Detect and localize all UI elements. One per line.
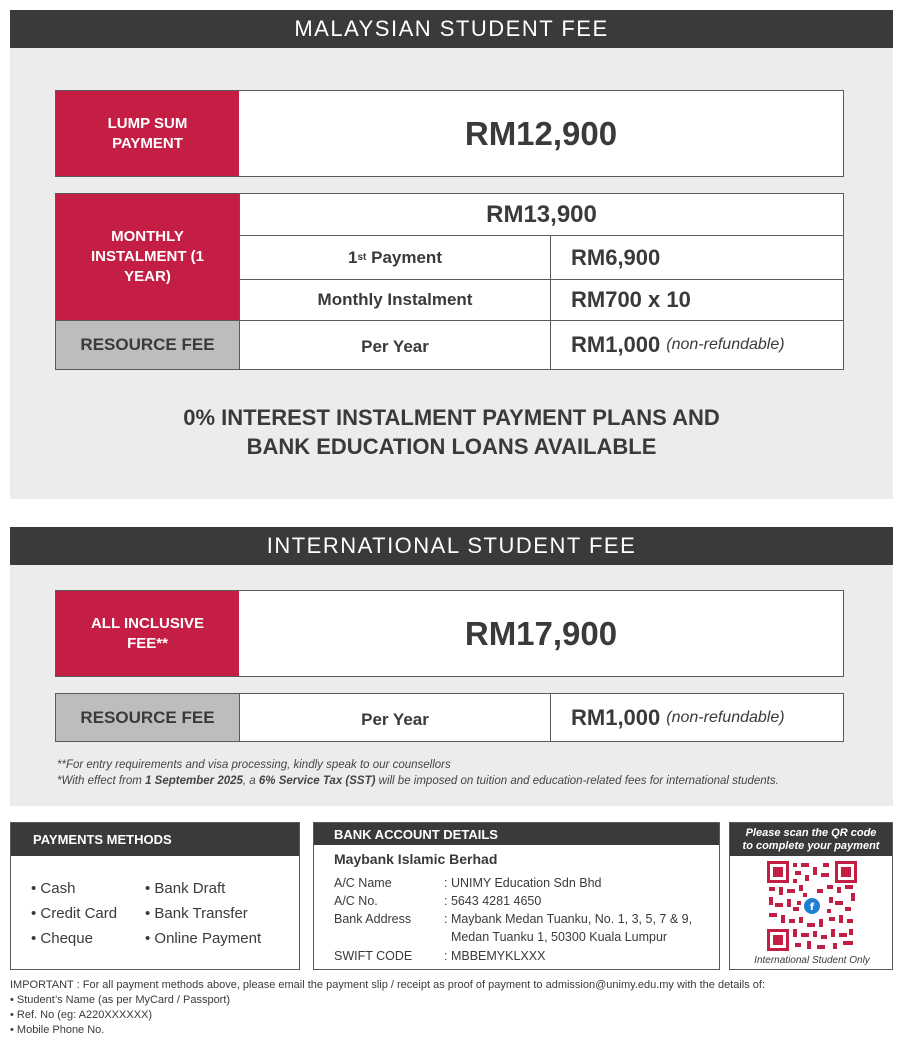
- malaysian-resource-amount-cell: [550, 321, 843, 369]
- important-text: IMPORTANT : For all payment methods above, please email the payment slip / receipt as proof of payment to admission@unimy.edu.my with the details of:: [10, 979, 766, 991]
- first-payment-amount: RM6,900: [550, 236, 843, 279]
- note-tax-part-a: *With effect from: [57, 775, 146, 787]
- malaysian-fee-title: MALAYSIAN STUDENT FEE: [10, 10, 893, 48]
- international-fee-section: [10, 527, 893, 806]
- payment-methods-col-2: [145, 876, 261, 951]
- payment-method-bank-draft: • Bank Draft: [145, 880, 226, 897]
- interest-line-2: BANK EDUCATION LOANS AVAILABLE: [246, 434, 657, 459]
- payment-method-online-payment: • Online Payment: [145, 930, 262, 947]
- international-notes: [57, 757, 779, 789]
- qr-title-line-1: Please scan the QR code: [745, 827, 877, 839]
- instalment-label: MONTHLY INSTALMENT (1 YEAR): [56, 194, 239, 320]
- malaysian-resource-note: (non-refundable): [666, 336, 785, 353]
- bank-key: A/C No.: [334, 894, 378, 908]
- bank-row-ac-name: [334, 874, 692, 892]
- international-resource-period: Per Year: [239, 694, 550, 741]
- qr-panel: [729, 822, 893, 970]
- note-tax-date: 1 September 2025: [145, 775, 243, 787]
- international-resource-amount: RM1,000: [571, 704, 661, 730]
- qr-code-graphic: [767, 861, 857, 951]
- all-inclusive-amount: RM17,900: [464, 614, 618, 652]
- bank-key: [334, 928, 444, 946]
- instalment-total: RM13,900: [239, 194, 843, 236]
- payment-method-cheque: • Cheque: [31, 930, 93, 947]
- payment-method-bank-transfer: • Bank Transfer: [145, 905, 248, 922]
- bank-row-address-2: [334, 928, 692, 946]
- payment-method-credit-card: • Credit Card: [31, 905, 118, 922]
- malaysian-resource-amount: RM1,000: [571, 332, 661, 357]
- note-tax-sst: 6% Service Tax (SST): [258, 775, 376, 787]
- bank-row-address: [334, 910, 692, 928]
- lump-sum-box: [55, 90, 844, 177]
- international-resource-label: RESOURCE FEE: [56, 694, 239, 741]
- payment-method-cash: • Cash: [31, 880, 76, 897]
- payment-methods-col-1: [31, 876, 117, 951]
- bank-row-ac-no: [334, 892, 692, 910]
- bank-value: : Maybank Medan Tuanku, No. 1, 3, 5, 7 & 9,: [444, 912, 693, 926]
- instalment-table: [55, 193, 844, 370]
- bank-key: A/C Name: [334, 876, 392, 890]
- international-fee-title: INTERNATIONAL STUDENT FEE: [10, 527, 893, 565]
- bank-account-panel: [313, 822, 720, 970]
- qr-title-line-2: to complete your payment: [742, 840, 880, 852]
- monthly-amount: RM700 x 10: [550, 280, 843, 320]
- payment-methods-title: PAYMENTS METHODS: [11, 823, 299, 856]
- bank-key: Bank Address: [334, 912, 412, 926]
- international-resource-amount-cell: [550, 694, 843, 741]
- important-item-phone: • Mobile Phone No.: [10, 1024, 105, 1036]
- all-inclusive-label: ALL INCLUSIVE FEE**: [56, 591, 239, 676]
- bank-value: : MBBEMYKLXXX: [444, 949, 546, 963]
- bank-value: : UNIMY Education Sdn Bhd: [444, 876, 602, 890]
- qr-title: [730, 823, 892, 856]
- bank-details: [334, 874, 692, 965]
- bank-account-title: BANK ACCOUNT DETAILS: [314, 823, 719, 845]
- important-item-name: • Student’s Name (as per MyCard / Passport): [10, 994, 231, 1006]
- bank-row-swift: [334, 947, 692, 965]
- malaysian-fee-section: [10, 10, 893, 499]
- first-payment-text: Payment: [366, 247, 442, 267]
- note-entry-requirements: **For entry requirements and visa processing, kindly speak to our counsellors: [57, 759, 451, 771]
- bank-value: : 5643 4281 4650: [444, 894, 542, 908]
- monthly-label: Monthly Instalment: [239, 280, 550, 320]
- note-service-tax: [57, 773, 779, 789]
- lump-sum-amount: RM12,900: [464, 114, 618, 152]
- first-payment-num: 1: [348, 247, 358, 267]
- first-payment-label: [239, 236, 550, 279]
- malaysian-resource-row: [56, 321, 843, 369]
- instalment-block: [56, 194, 843, 321]
- important-item-ref: • Ref. No (eg: A220XXXXXX): [10, 1009, 153, 1021]
- note-tax-part-c: , a: [242, 775, 259, 787]
- interest-line-1: 0% INTEREST INSTALMENT PAYMENT PLANS AND: [183, 405, 720, 430]
- important-notice: [10, 978, 765, 1038]
- bank-name: Maybank Islamic Berhad: [334, 851, 498, 867]
- first-payment-sup: st: [357, 252, 367, 263]
- note-tax-part-e: will be imposed on tuition and education-related fees for international students.: [375, 775, 779, 787]
- payment-methods-panel: [10, 822, 300, 970]
- all-inclusive-box: [55, 590, 844, 677]
- first-payment-row: [239, 236, 843, 280]
- interest-notice: [10, 403, 893, 461]
- international-resource-row: [55, 693, 844, 742]
- malaysian-resource-label: RESOURCE FEE: [56, 321, 239, 369]
- bank-value: Medan Tuanku 1, 50300 Kuala Lumpur: [444, 930, 668, 944]
- malaysian-resource-period: Per Year: [239, 321, 550, 369]
- lump-sum-label: LUMP SUM PAYMENT: [56, 91, 239, 176]
- bank-key: SWIFT CODE: [334, 949, 413, 963]
- international-resource-note: (non-refundable): [666, 708, 785, 726]
- svg-text:f: f: [809, 902, 815, 913]
- qr-caption: International Student Only: [754, 955, 870, 966]
- monthly-row: [239, 280, 843, 320]
- instalment-details: [239, 194, 843, 320]
- qr-code-icon[interactable]: [767, 861, 857, 951]
